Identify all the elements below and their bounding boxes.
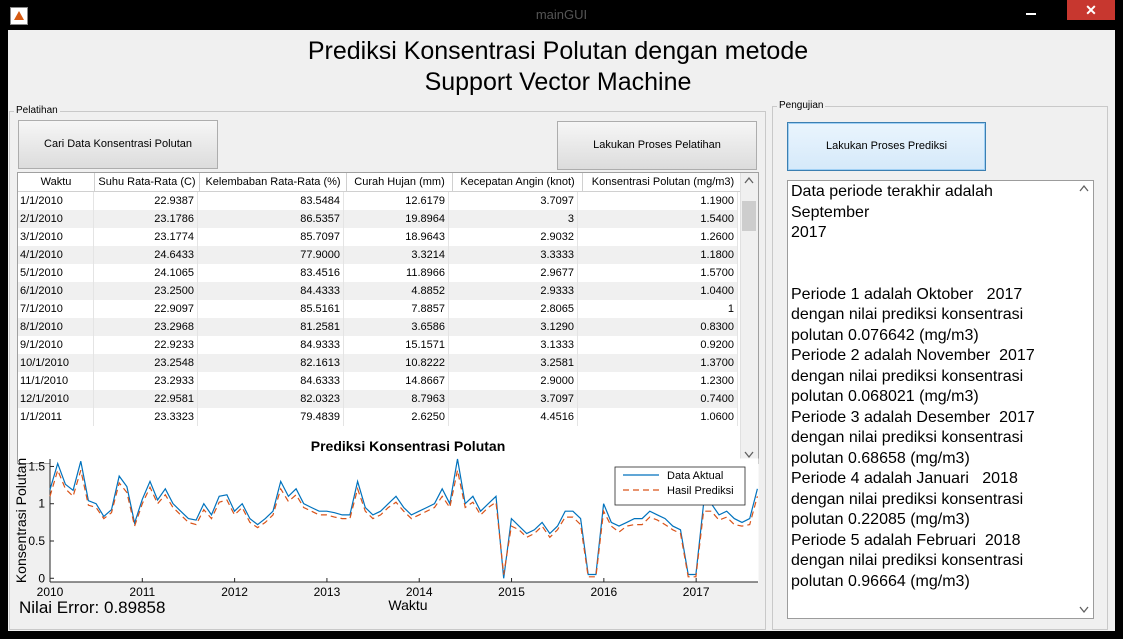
- output-line: dengan nilai prediksi konsentrasi: [791, 429, 1024, 446]
- table-cell[interactable]: 14.8667: [344, 372, 449, 390]
- pengujian-label: Pengujian: [779, 100, 824, 111]
- table-row[interactable]: [18, 192, 738, 210]
- output-line: Periode 2 adalah November 2017: [791, 347, 1035, 364]
- output-line: polutan 0.96664 (mg/m3): [791, 572, 970, 590]
- client-area: [8, 30, 1115, 631]
- table-cell[interactable]: 23.2933: [94, 372, 198, 390]
- table-cell[interactable]: 3/1/2010: [18, 228, 94, 246]
- table-cell[interactable]: 2.6250: [344, 408, 449, 426]
- x-tick-label: 2016: [590, 585, 618, 599]
- output-line: polutan 0.68658 (mg/m3): [791, 449, 970, 467]
- table-row[interactable]: [18, 246, 738, 264]
- output-line: dengan nilai prediksi konsentrasi: [791, 306, 1024, 323]
- y-tick-label: 1.5: [28, 459, 45, 474]
- x-tick-label: 2017: [682, 585, 710, 599]
- table-cell[interactable]: 3.3214: [344, 246, 449, 264]
- output-line: polutan 0.22085 (mg/m3): [791, 511, 970, 528]
- y-axis-label: Konsentrasi Polutan: [13, 457, 29, 584]
- table-cell[interactable]: 12/1/2010: [18, 390, 94, 408]
- x-tick-label: 2012: [221, 585, 248, 599]
- table-cell[interactable]: 1.3700: [578, 354, 738, 372]
- error-value: Nilai Error: 0.89858: [19, 598, 166, 617]
- table-cell[interactable]: 12.6179: [344, 192, 449, 210]
- table-cell[interactable]: 23.2548: [94, 354, 198, 372]
- table-cell[interactable]: 83.5484: [198, 192, 344, 210]
- table-cell[interactable]: 0.8300: [578, 318, 738, 336]
- table-cell[interactable]: 3.2581: [449, 354, 578, 372]
- x-tick-label: 2013: [313, 585, 341, 599]
- table-cell[interactable]: 1.5400: [578, 210, 738, 228]
- output-scrollbar[interactable]: [1076, 181, 1093, 618]
- table-cell[interactable]: 3: [449, 210, 578, 228]
- table-cell[interactable]: 86.5357: [198, 210, 344, 228]
- table-cell[interactable]: 22.9387: [94, 192, 198, 210]
- table-cell[interactable]: 79.4839: [198, 408, 344, 426]
- table-cell[interactable]: 23.2500: [94, 282, 198, 300]
- title-bar: [0, 0, 1123, 30]
- output-line: Periode 4 adalah Januari 2018: [791, 470, 1018, 487]
- legend-label: Hasil Prediksi: [667, 485, 734, 497]
- table-cell[interactable]: 2.9032: [449, 228, 578, 246]
- x-tick-label: 2010: [36, 585, 64, 599]
- column-header[interactable]: Waktu: [18, 173, 95, 191]
- x-tick-label: 2014: [405, 585, 433, 599]
- table-cell[interactable]: 81.2581: [198, 318, 344, 336]
- table-row[interactable]: [18, 336, 738, 354]
- table-row[interactable]: [18, 264, 738, 282]
- page-title: [158, 36, 958, 98]
- table-cell[interactable]: 24.1065: [94, 264, 198, 282]
- data-table[interactable]: [17, 172, 759, 464]
- table-row[interactable]: [18, 318, 738, 336]
- table-cell[interactable]: 4.4516: [449, 408, 578, 426]
- output-line: dengan nilai prediksi konsentrasi: [791, 367, 1024, 385]
- table-body: [18, 192, 738, 426]
- output-line: polutan 0.068021 (mg/m3): [791, 388, 979, 405]
- table-row[interactable]: [18, 390, 738, 408]
- load-data-button[interactable]: Cari Data Konsentrasi Polutan: [18, 120, 218, 169]
- table-cell[interactable]: 1/1/2010: [18, 192, 94, 210]
- table-cell[interactable]: 1.0400: [578, 282, 738, 300]
- table-cell[interactable]: 15.1571: [344, 336, 449, 354]
- table-cell[interactable]: 1.2300: [578, 372, 738, 390]
- y-tick-label: 0.5: [28, 534, 45, 548]
- table-cell[interactable]: 2.9333: [449, 282, 578, 300]
- output-line: Periode 5 adalah Februari 2018: [791, 531, 1021, 549]
- table-cell[interactable]: 3.7097: [449, 192, 578, 210]
- table-cell[interactable]: 2.9000: [449, 372, 578, 390]
- x-tick-label: 2015: [498, 585, 525, 599]
- table-cell[interactable]: 22.9097: [94, 300, 198, 318]
- table-cell[interactable]: 82.0323: [198, 390, 344, 408]
- table-row[interactable]: [18, 354, 738, 372]
- window-title: mainGUI: [535, 7, 588, 22]
- table-row[interactable]: [18, 228, 738, 246]
- output-lines: [791, 182, 1035, 592]
- title-line-2: Support Vector Machine: [424, 68, 692, 96]
- output-line: dengan nilai prediksi konsentrasi: [791, 490, 1024, 508]
- column-header[interactable]: Kecepatan Angin (knot): [453, 173, 583, 191]
- table-cell[interactable]: 0.9200: [578, 336, 738, 354]
- table-cell[interactable]: 84.4333: [198, 282, 344, 300]
- table-cell[interactable]: 5/1/2010: [18, 264, 94, 282]
- table-row[interactable]: [18, 300, 738, 318]
- table-row[interactable]: [18, 372, 738, 390]
- table-cell[interactable]: 18.9643: [344, 228, 449, 246]
- output-line: 2017: [791, 224, 827, 241]
- scroll-thumb[interactable]: [742, 201, 756, 231]
- output-line: Data periode terakhir adalah: [791, 183, 993, 200]
- legend-label: Data Aktual: [667, 470, 724, 482]
- table-cell[interactable]: 1.5700: [578, 264, 738, 282]
- table-cell[interactable]: 3.1333: [449, 336, 578, 354]
- table-cell[interactable]: 1: [578, 300, 738, 318]
- y-tick-label: 1: [38, 496, 45, 511]
- table-cell[interactable]: 4.8852: [344, 282, 449, 300]
- table-header: [18, 173, 744, 192]
- table-cell[interactable]: 0.7400: [578, 390, 738, 408]
- table-cell[interactable]: 10/1/2010: [18, 354, 94, 372]
- table-cell[interactable]: 1.2600: [578, 228, 738, 246]
- close-button[interactable]: ✕: [1067, 0, 1115, 20]
- table-cell[interactable]: 23.1774: [94, 228, 198, 246]
- table-cell[interactable]: 6/1/2010: [18, 282, 94, 300]
- table-cell[interactable]: 11/1/2010: [18, 372, 94, 390]
- table-cell[interactable]: 85.7097: [198, 228, 344, 246]
- column-header[interactable]: Kelembaban Rata-Rata (%): [200, 173, 347, 191]
- table-cell[interactable]: 4/1/2010: [18, 246, 94, 264]
- scroll-up-icon[interactable]: [745, 178, 753, 183]
- table-cell[interactable]: 8.7963: [344, 390, 449, 408]
- table-cell[interactable]: 1/1/2011: [18, 408, 94, 426]
- table-cell[interactable]: 83.4516: [198, 264, 344, 282]
- table-cell[interactable]: 2/1/2010: [18, 210, 94, 228]
- table-row[interactable]: [18, 210, 738, 228]
- scroll-up-icon[interactable]: [1080, 186, 1088, 191]
- table-cell[interactable]: 22.9233: [94, 336, 198, 354]
- predict-button[interactable]: Lakukan Proses Prediksi: [787, 122, 986, 171]
- output-line: [791, 264, 1035, 285]
- table-cell[interactable]: 3.1290: [449, 318, 578, 336]
- output-line: September: [791, 203, 870, 221]
- output-line: polutan 0.076642 (mg/m3): [791, 326, 979, 344]
- table-cell[interactable]: 7.8857: [344, 300, 449, 318]
- table-cell[interactable]: 77.9000: [198, 246, 344, 264]
- table-cell[interactable]: 9/1/2010: [18, 336, 94, 354]
- column-header[interactable]: Konsentrasi Polutan (mg/m3): [583, 173, 744, 191]
- table-cell[interactable]: 23.2968: [94, 318, 198, 336]
- title-line-1: Prediksi Konsentrasi Polutan dengan metode: [307, 37, 809, 65]
- table-row[interactable]: [18, 282, 738, 300]
- table-row[interactable]: [18, 408, 738, 426]
- chart-title: Prediksi Konsentrasi Polutan: [310, 438, 506, 454]
- table-cell[interactable]: 19.8964: [344, 210, 449, 228]
- minimize-icon[interactable]: [1022, 5, 1040, 19]
- table-cell[interactable]: 10.8222: [344, 354, 449, 372]
- output-line: Periode 3 adalah Desember 2017: [791, 408, 1035, 426]
- column-header[interactable]: Suhu Rata-Rata (C): [95, 173, 200, 191]
- column-header[interactable]: Curah Hujan (mm): [347, 173, 453, 191]
- table-cell[interactable]: 2.9677: [449, 264, 578, 282]
- table-cell[interactable]: 85.5161: [198, 300, 344, 318]
- table-cell[interactable]: 22.9581: [94, 390, 198, 408]
- train-button[interactable]: Lakukan Proses Pelatihan: [557, 121, 757, 170]
- table-cell[interactable]: 1.0600: [578, 408, 738, 426]
- scroll-down-icon[interactable]: [1080, 607, 1088, 612]
- output-line: Periode 1 adalah Oktober 2017: [791, 285, 1023, 303]
- table-cell[interactable]: 1.1900: [578, 192, 738, 210]
- output-line: dengan nilai prediksi konsentrasi: [791, 552, 1024, 569]
- table-cell[interactable]: 82.1613: [198, 354, 344, 372]
- table-cell[interactable]: 23.3323: [94, 408, 198, 426]
- table-cell[interactable]: 3.7097: [449, 390, 578, 408]
- table-cell[interactable]: 23.1786: [94, 210, 198, 228]
- table-cell[interactable]: 1.1800: [578, 246, 738, 264]
- table-cell[interactable]: 3.3333: [449, 246, 578, 264]
- table-cell[interactable]: 7/1/2010: [18, 300, 94, 318]
- table-cell[interactable]: 8/1/2010: [18, 318, 94, 336]
- x-axis-label: Waktu: [388, 597, 428, 613]
- table-cell[interactable]: 3.6586: [344, 318, 449, 336]
- output-line: [791, 244, 1035, 265]
- table-cell[interactable]: 84.6333: [198, 372, 344, 390]
- x-tick-label: 2011: [129, 585, 156, 599]
- prediction-output[interactable]: [787, 180, 1094, 619]
- y-tick-label: 0: [38, 571, 45, 586]
- table-cell[interactable]: 24.6433: [94, 246, 198, 264]
- table-scrollbar[interactable]: [740, 173, 758, 463]
- pelatihan-label: Pelatihan: [16, 105, 58, 116]
- table-cell[interactable]: 2.8065: [449, 300, 578, 318]
- table-cell[interactable]: 11.8966: [344, 264, 449, 282]
- table-cell[interactable]: 84.9333: [198, 336, 344, 354]
